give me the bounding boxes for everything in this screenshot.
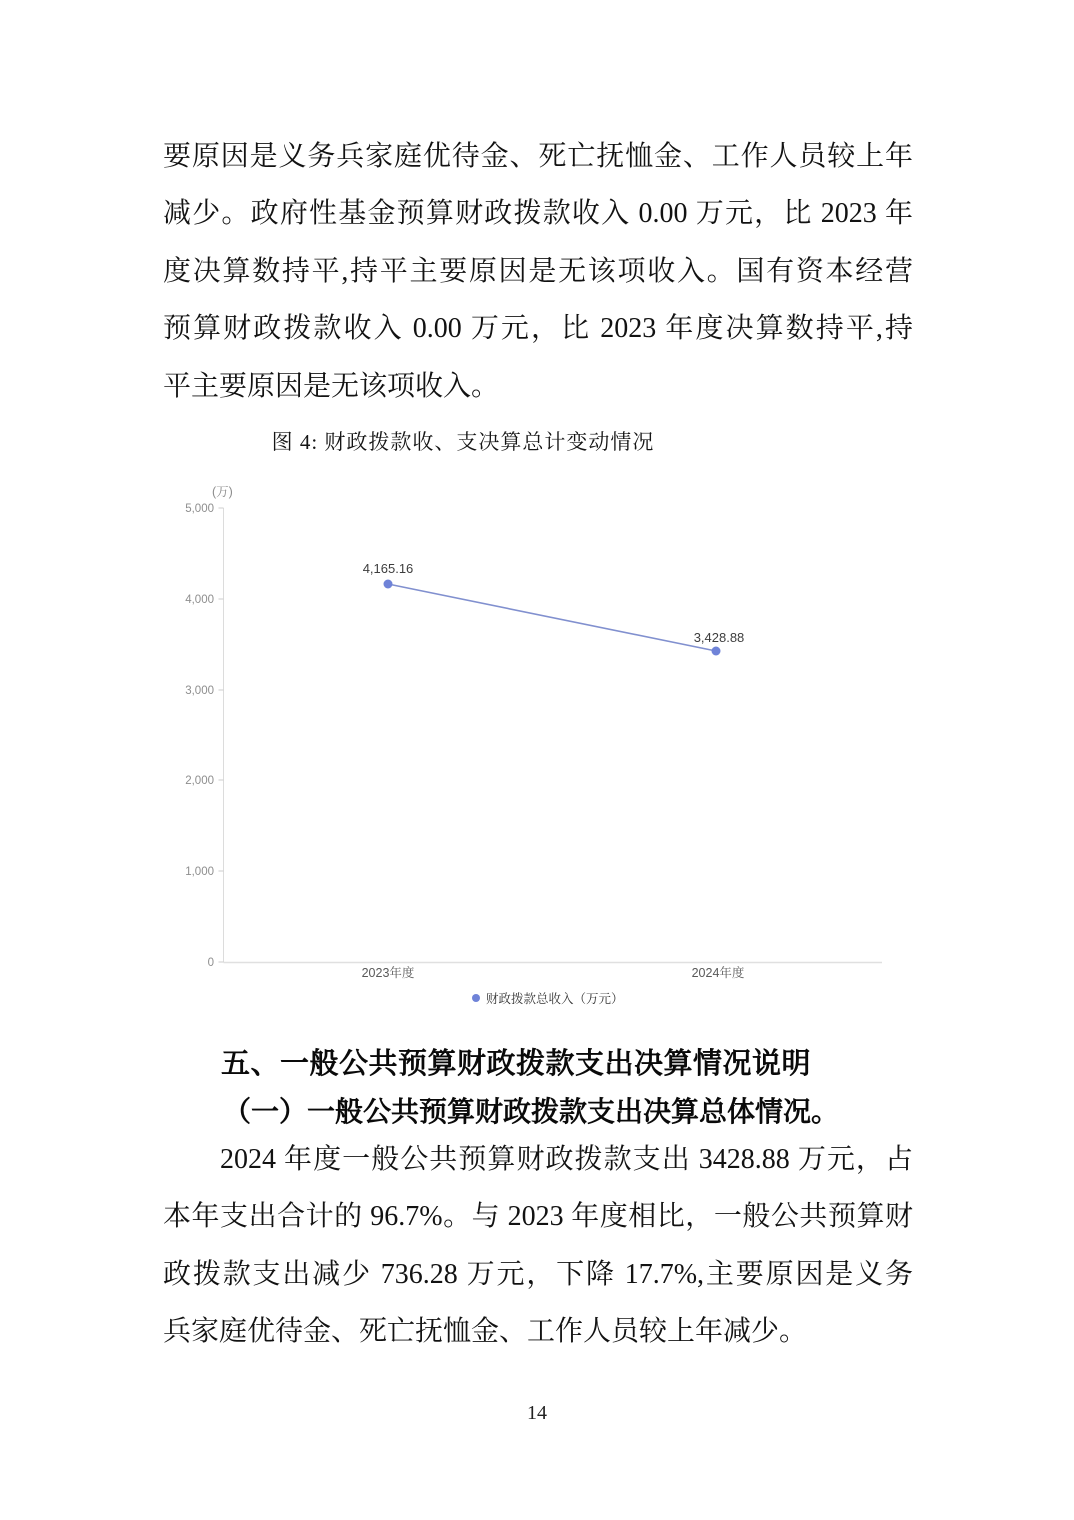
data-label-2023: 4,165.16 bbox=[362, 561, 414, 576]
series-line bbox=[388, 584, 716, 651]
legend-label: 财政拨款总收入（万元） bbox=[486, 992, 624, 1006]
data-label-2024: 3,428.88 bbox=[693, 630, 745, 645]
paragraph-continuation bbox=[163, 128, 913, 415]
data-point-2024 bbox=[712, 647, 721, 656]
x-tick-label-2023: 2023年度 bbox=[361, 966, 415, 980]
paragraph-line: 要原因是义务兵家庭优待金、死亡抚恤金、工作人员较上年 bbox=[163, 141, 913, 172]
y-tick-label: 3,000 bbox=[185, 685, 214, 697]
legend-marker-icon bbox=[472, 994, 480, 1002]
y-tick-label: 2,000 bbox=[185, 775, 214, 787]
x-tick-label-2024: 2024年度 bbox=[691, 966, 745, 980]
y-tick-label: 1,000 bbox=[185, 866, 214, 878]
paragraph-line: 预算财政拨款收入 0.00 万元，比 2023 年度决算数持平,持 bbox=[163, 313, 913, 345]
paragraph-line: 政拨款支出减少 736.28 万元，下降 17.7%,主要原因是义务 bbox=[163, 1258, 913, 1290]
paragraph-line: 本年支出合计的 96.7%。与 2023 年度相比，一般公共预算财 bbox=[163, 1201, 913, 1233]
y-tick-label: 5,000 bbox=[185, 503, 214, 515]
section-subheading: （一）一般公共预算财政拨款支出决算总体情况。 bbox=[223, 1097, 840, 1128]
y-tick-label: 4,000 bbox=[185, 594, 214, 606]
paragraph-line: 兵家庭优待金、死亡抚恤金、工作人员较上年减少。 bbox=[163, 1316, 808, 1348]
paragraph-line: 2024 年度一般公共预算财政拨款支出 3428.88 万元，占 bbox=[220, 1144, 913, 1175]
section-heading: 五、一般公共预算财政拨款支出决算情况说明 bbox=[221, 1048, 812, 1080]
y-axis-unit-label: (万) bbox=[212, 485, 233, 499]
page-number: 14 bbox=[527, 1402, 547, 1424]
paragraph-line: 平主要原因是无该项收入。 bbox=[163, 370, 500, 402]
line-chart bbox=[0, 470, 1074, 1015]
chart-canvas bbox=[0, 470, 1074, 1015]
figure-title: 图 4: 财政拨款收、支决算总计变动情况 bbox=[271, 430, 655, 454]
y-tick-label: 0 bbox=[207, 957, 214, 969]
paragraph-line: 度决算数持平,持平主要原因是无该项收入。国有资本经营 bbox=[163, 255, 913, 287]
section-paragraph bbox=[163, 1131, 913, 1361]
paragraph-line: 减少。政府性基金预算财政拨款收入 0.00 万元，比 2023 年 bbox=[163, 198, 913, 230]
data-point-2023 bbox=[384, 580, 393, 589]
